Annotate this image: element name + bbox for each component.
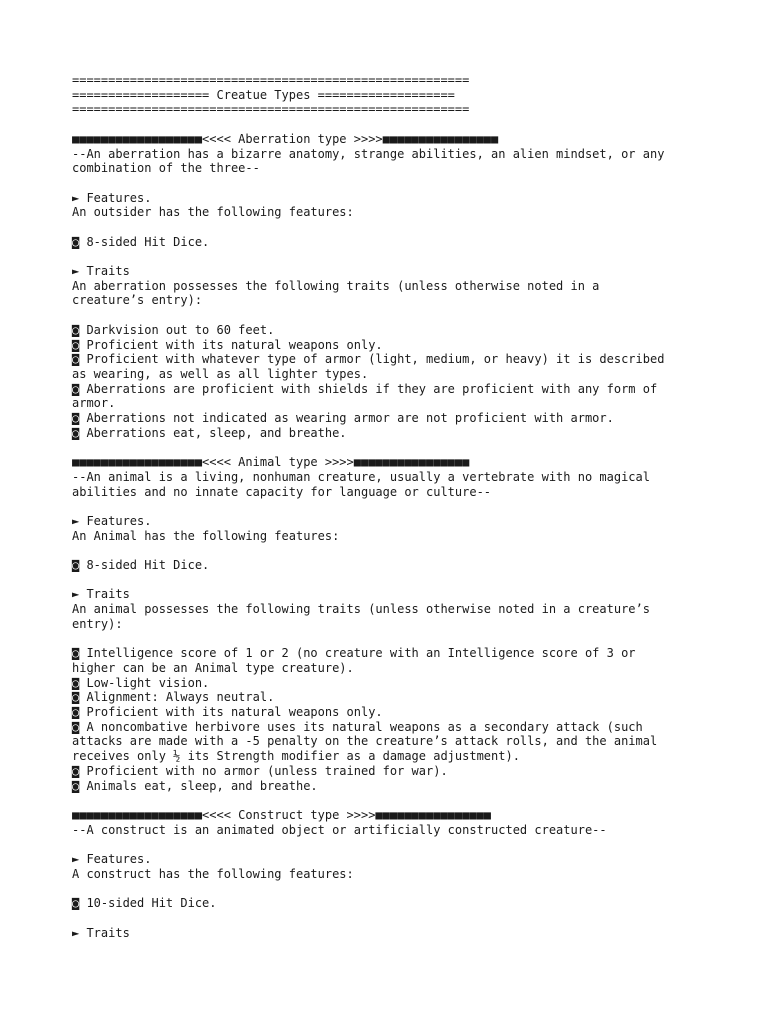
title-rule-line: ======================================================= [72, 102, 470, 117]
bullet-item: ◙ Proficient with its natural weapons only. [72, 705, 383, 720]
bullet-item: ◙ Intelligence score of 1 or 2 (no creature with an Intelligence score of 3 or [72, 646, 636, 661]
bullet-item: ◙ A noncombative herbivore uses its natural weapons as a secondary attack (such [72, 719, 643, 734]
blank-line [72, 632, 752, 647]
blank-line [72, 441, 752, 456]
bullet-item: ◙ Proficient with whatever type of armor (light, medium, or heavy) it is described [72, 352, 665, 367]
bullet-item: ◙ Alignment: Always neutral. [72, 690, 275, 705]
text-line: receives only ½ its Strength modifier as a damage adjustment). [72, 749, 520, 764]
section-description: --An aberration has a bizarre anatomy, strange abilities, an alien mindset, or any [72, 146, 665, 161]
blank-line [72, 543, 752, 558]
bullet-item: ◙ 10-sided Hit Dice. [72, 896, 217, 911]
subsection-heading: ► Features. [72, 852, 152, 867]
blank-line [72, 308, 752, 323]
blank-line [72, 911, 752, 926]
bullet-item: ◙ Aberrations are proficient with shields if they are proficient with any form of [72, 381, 658, 396]
text-line: An animal possesses the following traits (unless otherwise noted in a creature’s [72, 602, 650, 617]
blank-line [72, 881, 752, 896]
text-line: creature’s entry): [72, 293, 203, 308]
bullet-item: ◙ 8-sided Hit Dice. [72, 234, 210, 249]
bullet-item: ◙ Proficient with its natural weapons only. [72, 337, 383, 352]
subsection-heading: ► Features. [72, 190, 152, 205]
bullet-item: ◙ 8-sided Hit Dice. [72, 558, 210, 573]
blank-line [72, 793, 752, 808]
blank-line [72, 220, 752, 235]
text-line: attacks are made with a -5 penalty on the creature’s attack rolls, and the animal [72, 734, 658, 749]
bullet-item: ◙ Aberrations not indicated as wearing armor are not proficient with armor. [72, 411, 614, 426]
blank-line [72, 117, 752, 132]
section-description: --An animal is a living, nonhuman creature, usually a vertebrate with no magical [72, 469, 650, 484]
bullet-item: ◙ Animals eat, sleep, and breathe. [72, 778, 318, 793]
blank-line [72, 573, 752, 588]
text-line: as wearing, as well as all lighter types. [72, 366, 369, 381]
blank-line [72, 176, 752, 191]
text-line: An outsider has the following features: [72, 205, 354, 220]
text-line: An Animal has the following features: [72, 528, 340, 543]
document-body [72, 73, 752, 940]
section-description: --A construct is an animated object or artificially constructed creature-- [72, 822, 607, 837]
blank-line [72, 837, 752, 852]
subsection-heading: ► Traits [72, 925, 130, 940]
bullet-item: ◙ Low-light vision. [72, 675, 210, 690]
bullet-item: ◙ Aberrations eat, sleep, and breathe. [72, 425, 347, 440]
blank-line [72, 499, 752, 514]
title-rule-line: ======================================================= [72, 73, 470, 87]
text-line: combination of the three-- [72, 161, 260, 176]
text-line: An aberration possesses the following traits (unless otherwise noted in a [72, 278, 600, 293]
text-line: abilities and no innate capacity for language or culture-- [72, 484, 492, 499]
subsection-heading: ► Features. [72, 513, 152, 528]
blank-line [72, 249, 752, 264]
section-header: ■■■■■■■■■■■■■■■■■■<<<< Construct type >>>>■■■■■■■■■■■■■■■■ [72, 807, 492, 822]
text-line: entry): [72, 616, 123, 631]
subsection-heading: ► Traits [72, 264, 130, 279]
section-header: ■■■■■■■■■■■■■■■■■■<<<< Aberration type >>>>■■■■■■■■■■■■■■■■ [72, 131, 499, 146]
text-line: higher can be an Animal type creature). [72, 660, 354, 675]
section-header: ■■■■■■■■■■■■■■■■■■<<<< Animal type >>>>■■■■■■■■■■■■■■■■ [72, 455, 470, 470]
title-rule-line: =================== Creatue Types =================== [72, 87, 455, 102]
subsection-heading: ► Traits [72, 587, 130, 602]
text-line: A construct has the following features: [72, 866, 354, 881]
bullet-item: ◙ Darkvision out to 60 feet. [72, 322, 275, 337]
bullet-item: ◙ Proficient with no armor (unless trained for war). [72, 763, 448, 778]
text-line: armor. [72, 396, 116, 411]
